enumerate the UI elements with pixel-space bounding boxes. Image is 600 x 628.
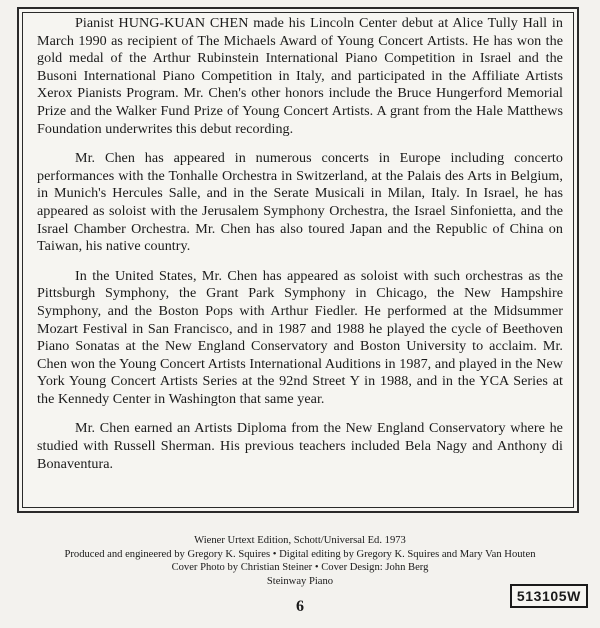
edition-credit: Wiener Urtext Edition, Schott/Universal Ed. 1973 — [194, 535, 406, 546]
paragraph-europe: Mr. Chen has appeared in numerous concerts in Europe including concerto performances with the Tonhalle Orchestra in Switzerland, at the Palais des Arts in Belgium, in Munich's Hercules Salle, and in the Serate Musicali in Milan, Italy. In Israel, he has appeared as soloist with the Jerusalem Symphony Orchestra, the Israel Sinfonietta, and the Israel Chamber Orchestra. Mr. Chen has also toured Japan and the Republic of China on Taiwan, his native country. — [37, 150, 563, 255]
catalog-number-box: 513105W — [510, 584, 588, 608]
paragraph-debut: Pianist HUNG-KUAN CHEN made his Lincoln Center debut at Alice Tully Hall in March 1990 as recipient of The Michaels Award of Young Concert Artists. He has won the gold medal of the Arthur Rubinstein International Piano Competition in Israel and the Busoni International Piano Competition in Italy, and participated in the Affiliate Artists Xerox Pianists Program. Mr. Chen's other honors include the Bruce Hungerford Memorial Prize and the Walker Fund Prize of Young Concert Artists. A grant from the Hale Matthews Foundation underwrites this debut recording. — [37, 15, 563, 137]
production-credits — [0, 534, 600, 588]
cover-credit: Cover Photo by Christian Steiner • Cover Design: John Berg — [171, 562, 429, 574]
page-number: 6 — [296, 598, 304, 615]
biography-text — [37, 15, 563, 485]
paragraph-education: Mr. Chen earned an Artists Diploma from the New England Conservatory where he studied with Russell Sherman. His previous teachers included Bela Nagy and Anthony di Bonaventura. — [37, 420, 563, 472]
production-credit: Produced and engineered by Gregory K. Squires • Digital editing by Gregory K. Squires and Mary Van Houten — [64, 548, 536, 560]
biography-frame — [17, 7, 579, 513]
paragraph-united-states: In the United States, Mr. Chen has appeared as soloist with such orchestras as the Pittsburgh Symphony, the Grant Park Symphony in Chicago, the New Hampshire Symphony, and the Boston Pops with Arthur Fiedler. He performed at the Midsummer Mozart Festival in San Francisco, and in 1987 and 1988 he played the cycle of Beethoven Piano Sonatas at the New England Conservatory and Boston University to acclaim. Mr. Chen won the Young Concert Artists International Auditions in 1987, and played in the New York Young Concert Artists Series at the 92nd Street Y in 1988, and in the YCA Series at the Kennedy Center in Washington that same year. — [37, 267, 563, 407]
piano-credit: Steinway Piano — [266, 575, 334, 587]
